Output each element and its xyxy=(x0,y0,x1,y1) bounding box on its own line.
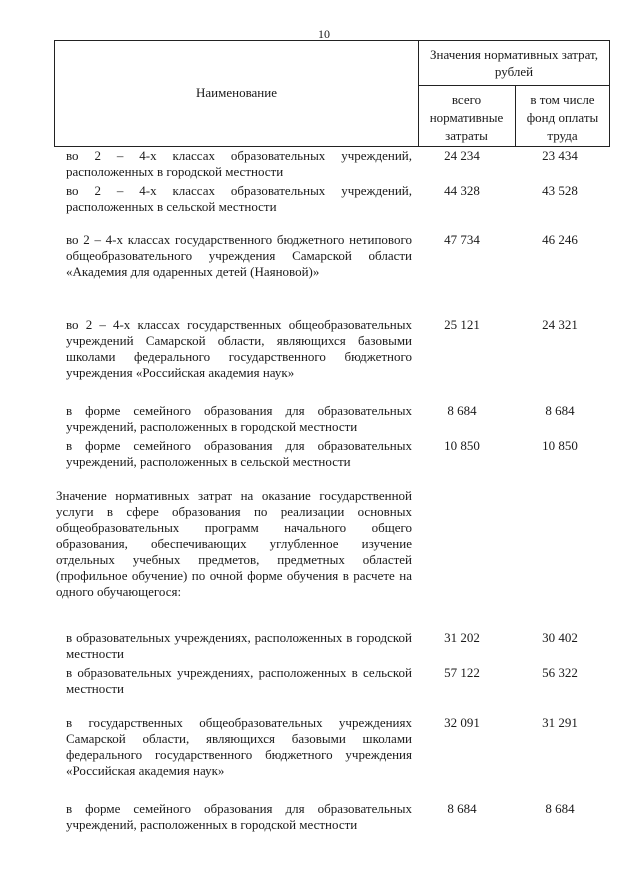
row-total: 25 121 xyxy=(444,317,480,332)
row-name: в форме семейного образования для образовательных учреждений, расположенных в городской местности xyxy=(66,403,412,434)
row-fund: 8 684 xyxy=(545,801,575,816)
row-name: в образовательных учреждениях, расположенных в сельской местности xyxy=(66,665,412,696)
table-header xyxy=(54,40,610,147)
row-total: 8 684 xyxy=(447,801,477,816)
row-name: в образовательных учреждениях, расположенных в городской местности xyxy=(66,630,412,661)
row-fund: 8 684 xyxy=(545,403,575,418)
row-name: в форме семейного образования для образовательных учреждений, расположенных в городской местности xyxy=(66,801,412,832)
row-name: в государственных общеобразовательных учреждениях Самарской области, являющихся базовыми школами федерального государственного бюджетного учреждения «Российская академия наук» xyxy=(66,715,412,778)
row-name: во 2 – 4-х классах образовательных учреждений, расположенных в городской местности xyxy=(66,148,412,179)
section-heading-text: Значение нормативных затрат на оказание государственной услуги в сфере образования по реализации основных общеобразовательных программ начального общего образования, обеспечивающих углубленное изучение отдельных учебных предметов, предметных областей (профильное обучение) по очной форме обучения в расчете на одного обучающегося: xyxy=(56,488,412,599)
header-values-group: Значения нормативных затрат, рублей xyxy=(429,47,599,79)
row-total: 10 850 xyxy=(444,438,480,453)
row-total: 24 234 xyxy=(444,148,480,163)
page-number: 10 xyxy=(318,27,330,41)
row-total: 32 091 xyxy=(444,715,480,730)
row-fund: 10 850 xyxy=(542,438,578,453)
row-fund: 56 322 xyxy=(542,665,578,680)
row-fund: 43 528 xyxy=(542,183,578,198)
row-fund: 30 402 xyxy=(542,630,578,645)
row-fund: 24 321 xyxy=(542,317,578,332)
row-total: 31 202 xyxy=(444,630,480,645)
row-name: во 2 – 4-х классах государственного бюджетного нетипового общеобразовательного учреждения Самарской области «Академия для одаренных детей (Наяновой)» xyxy=(66,232,412,279)
row-name: во 2 – 4-х классах образовательных учреждений, расположенных в сельской местности xyxy=(66,183,412,214)
row-total: 47 734 xyxy=(444,232,480,247)
row-total: 57 122 xyxy=(444,665,480,680)
row-total: 44 328 xyxy=(444,183,480,198)
header-fund-column: в том числе фонд оплаты труда xyxy=(526,92,599,143)
row-total: 8 684 xyxy=(447,403,477,418)
row-fund: 31 291 xyxy=(542,715,578,730)
header-name-column: Наименование xyxy=(196,85,277,100)
row-name: в форме семейного образования для образовательных учреждений, расположенных в сельской местности xyxy=(66,438,412,469)
header-divider xyxy=(418,85,610,86)
row-fund: 23 434 xyxy=(542,148,578,163)
row-fund: 46 246 xyxy=(542,232,578,247)
row-name: во 2 – 4-х классах государственных общеобразовательных учреждений Самарской области, являющихся базовыми школами федерального государственного бюджетного учреждения «Российская академия наук» xyxy=(66,317,412,380)
header-total-column: всего нормативные затраты xyxy=(429,92,504,143)
